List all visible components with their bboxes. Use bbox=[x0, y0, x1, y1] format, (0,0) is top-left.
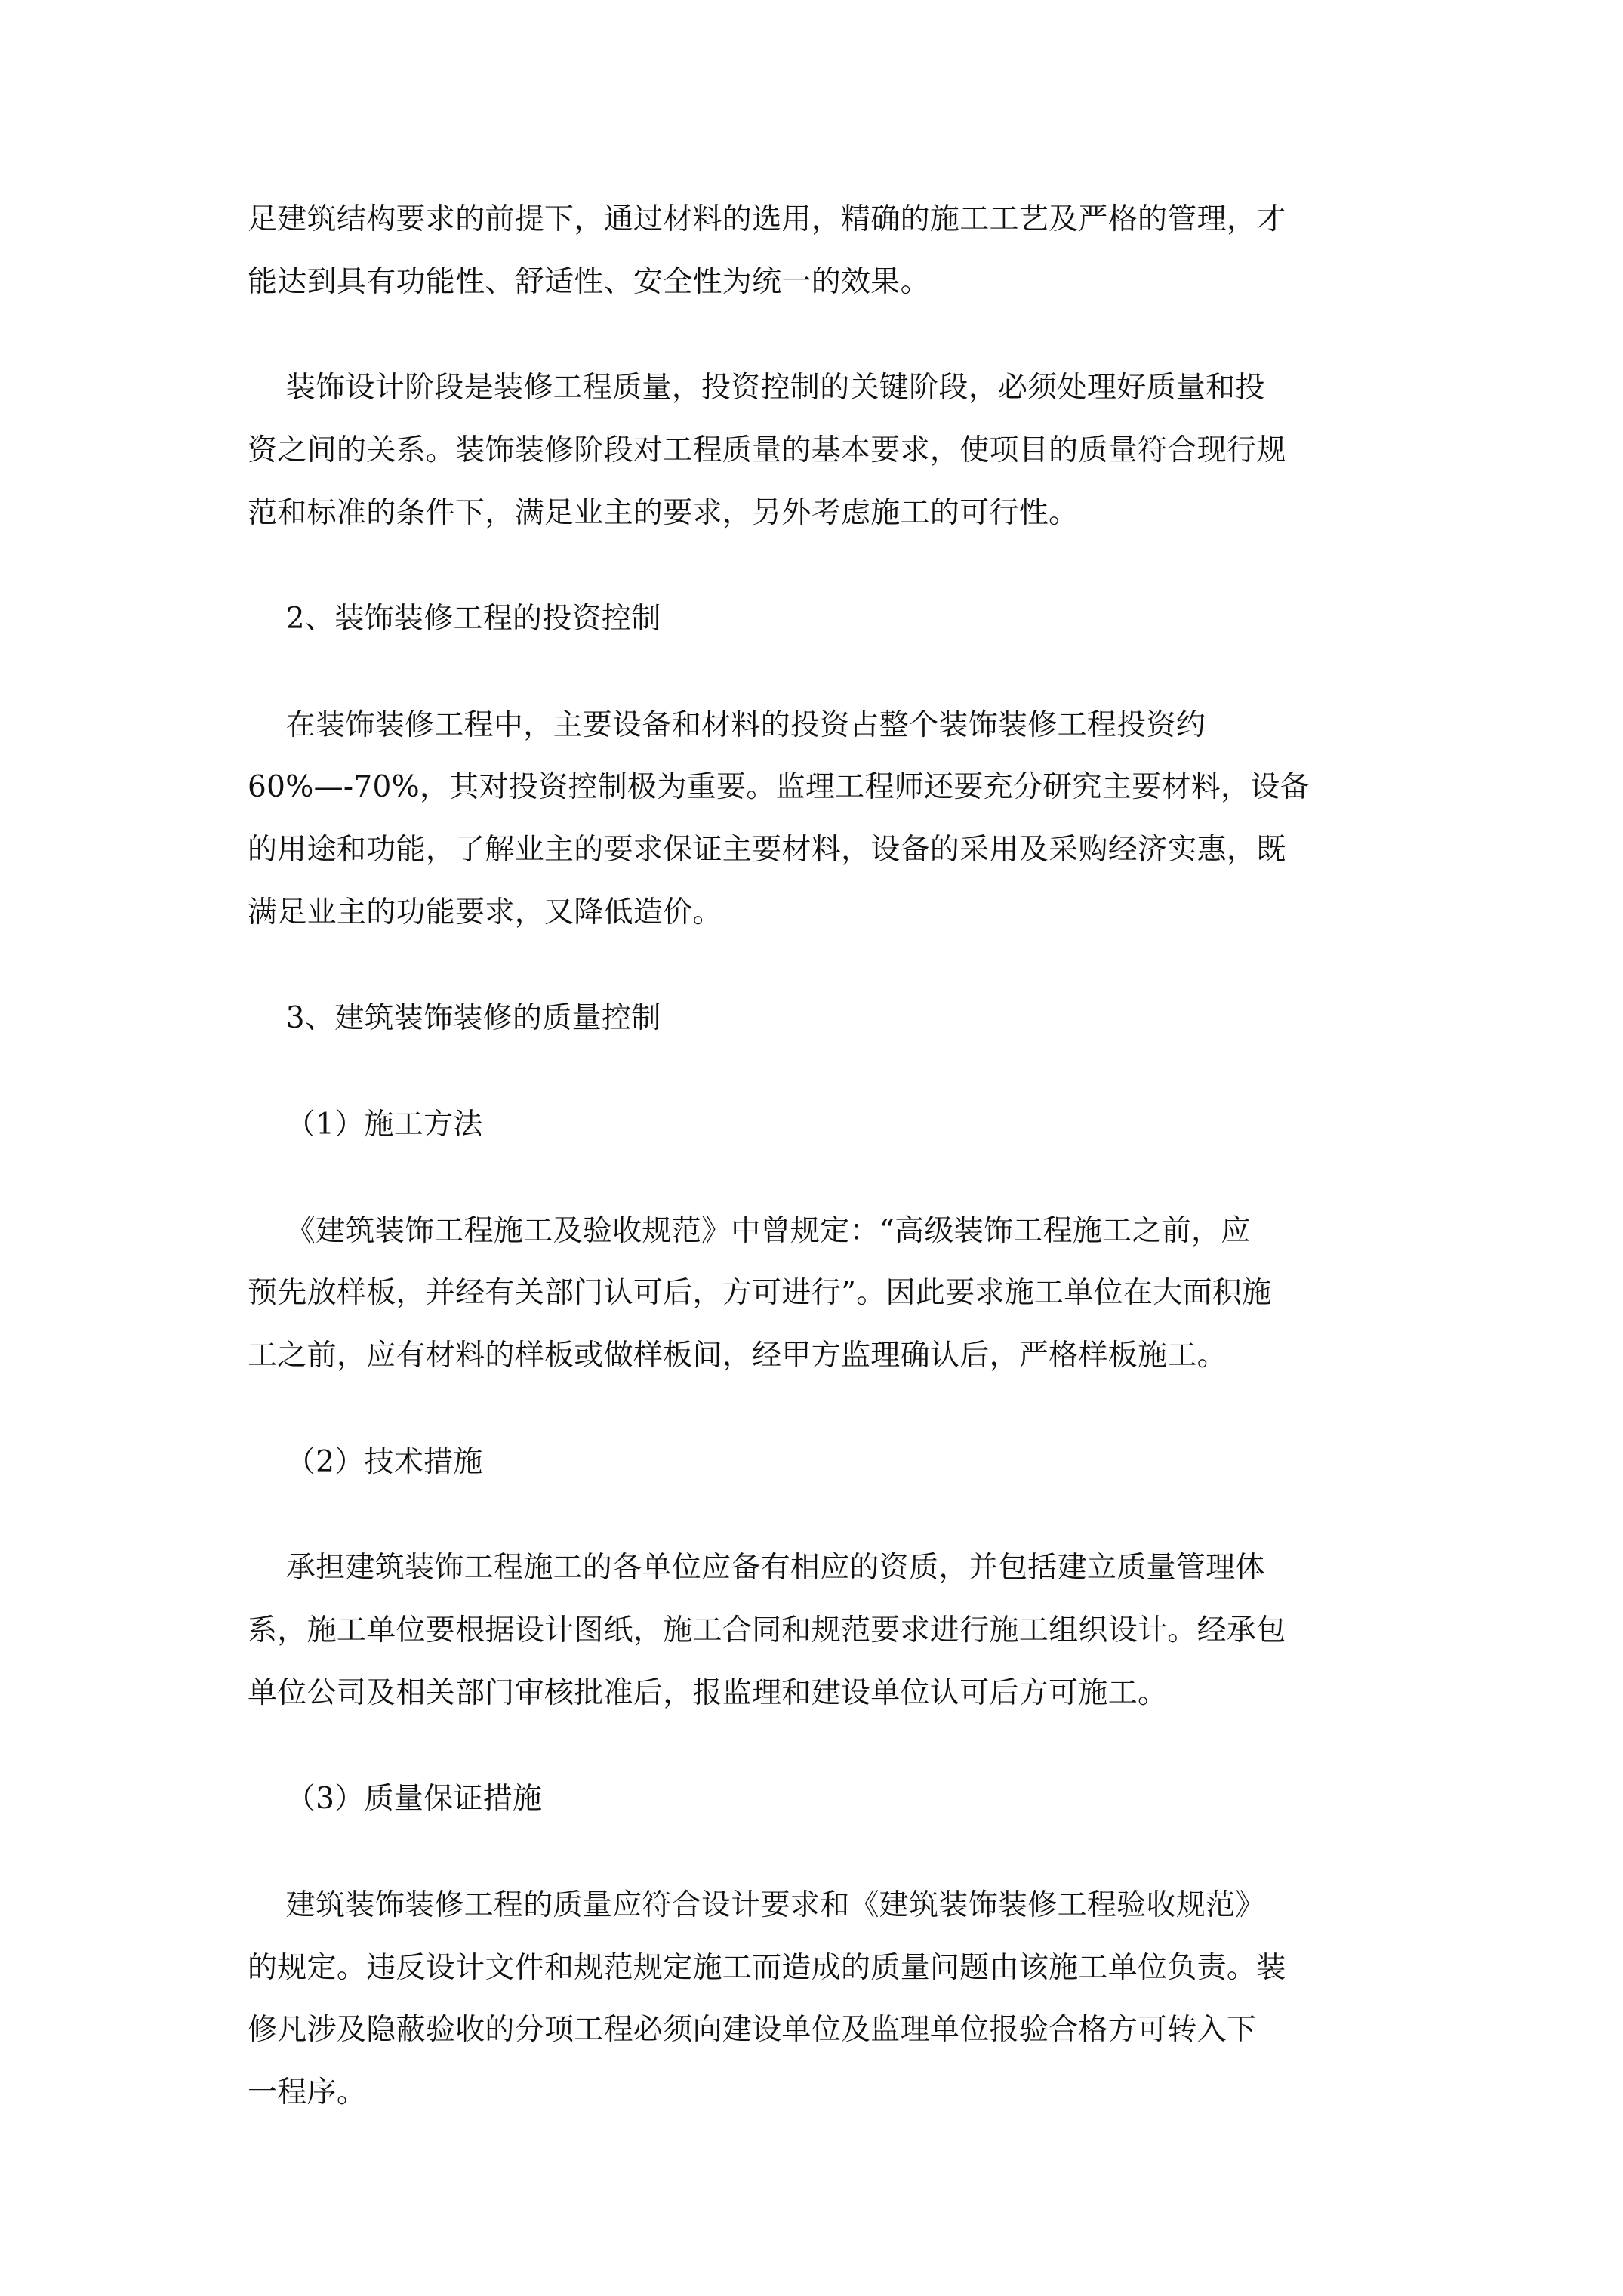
paragraph-line: 工之前，应有材料的样板或做样板间，经甲方监理确认后，严格样板施工。 bbox=[248, 1339, 1227, 1373]
subsection-heading: （1）施工方法 bbox=[248, 1108, 483, 1142]
paragraph-line: 的规定。违反设计文件和规范规定施工而造成的质量问题由该施工单位负责。装 bbox=[248, 1951, 1286, 1985]
paragraph-line: 装饰设计阶段是装修工程质量，投资控制的关键阶段，必须处理好质量和投 bbox=[248, 371, 1265, 405]
paragraph-line: 预先放样板，并经有关部门认可后，方可进行”。因此要求施工单位在大面积施 bbox=[248, 1276, 1272, 1310]
paragraph-line: 的用途和功能，了解业主的要求保证主要材料，设备的采用及采购经济实惠，既 bbox=[248, 833, 1286, 867]
paragraph-line: 范和标准的条件下，满足业主的要求，另外考虑施工的可行性。 bbox=[248, 496, 1079, 530]
paragraph-line: 60%—-70%，其对投资控制极为重要。监理工程师还要充分研究主要材料，设备 bbox=[248, 770, 1310, 804]
paragraph-line: 单位公司及相关部门审核批准后，报监理和建设单位认可后方可施工。 bbox=[248, 1676, 1168, 1710]
paragraph-line: 一程序。 bbox=[248, 2076, 367, 2110]
paragraph-line: 系，施工单位要根据设计图纸，施工合同和规范要求进行施工组织设计。经承包 bbox=[248, 1613, 1286, 1647]
paragraph-line: 修凡涉及隐蔽验收的分项工程必须向建设单位及监理单位报验合格方可转入下 bbox=[248, 2013, 1257, 2047]
subsection-heading: （2）技术措施 bbox=[248, 1445, 483, 1479]
paragraph-line: 在装饰装修工程中，主要设备和材料的投资占整个装饰装修工程投资约 bbox=[248, 708, 1206, 742]
paragraph-line: 能达到具有功能性、舒适性、安全性为统一的效果。 bbox=[248, 265, 930, 299]
section-heading: 3、建筑装饰装修的质量控制 bbox=[248, 1001, 661, 1035]
paragraph-line: 承担建筑装饰工程施工的各单位应备有相应的资质，并包括建立质量管理体 bbox=[248, 1551, 1265, 1585]
paragraph-line: 建筑装饰装修工程的质量应符合设计要求和《建筑装饰装修工程验收规范》 bbox=[248, 1888, 1265, 1922]
section-heading: 2、装饰装修工程的投资控制 bbox=[248, 602, 661, 636]
paragraph-line: 足建筑结构要求的前提下，通过材料的选用，精确的施工工艺及严格的管理，才 bbox=[248, 202, 1286, 236]
paragraph-line: 《建筑装饰工程施工及验收规范》中曾规定：“高级装饰工程施工之前，应 bbox=[248, 1214, 1251, 1248]
paragraph-line: 满足业主的功能要求，又降低造价。 bbox=[248, 895, 722, 929]
paragraph-line: 资之间的关系。装饰装修阶段对工程质量的基本要求，使项目的质量符合现行规 bbox=[248, 433, 1286, 467]
subsection-heading: （3）质量保证措施 bbox=[248, 1782, 543, 1816]
